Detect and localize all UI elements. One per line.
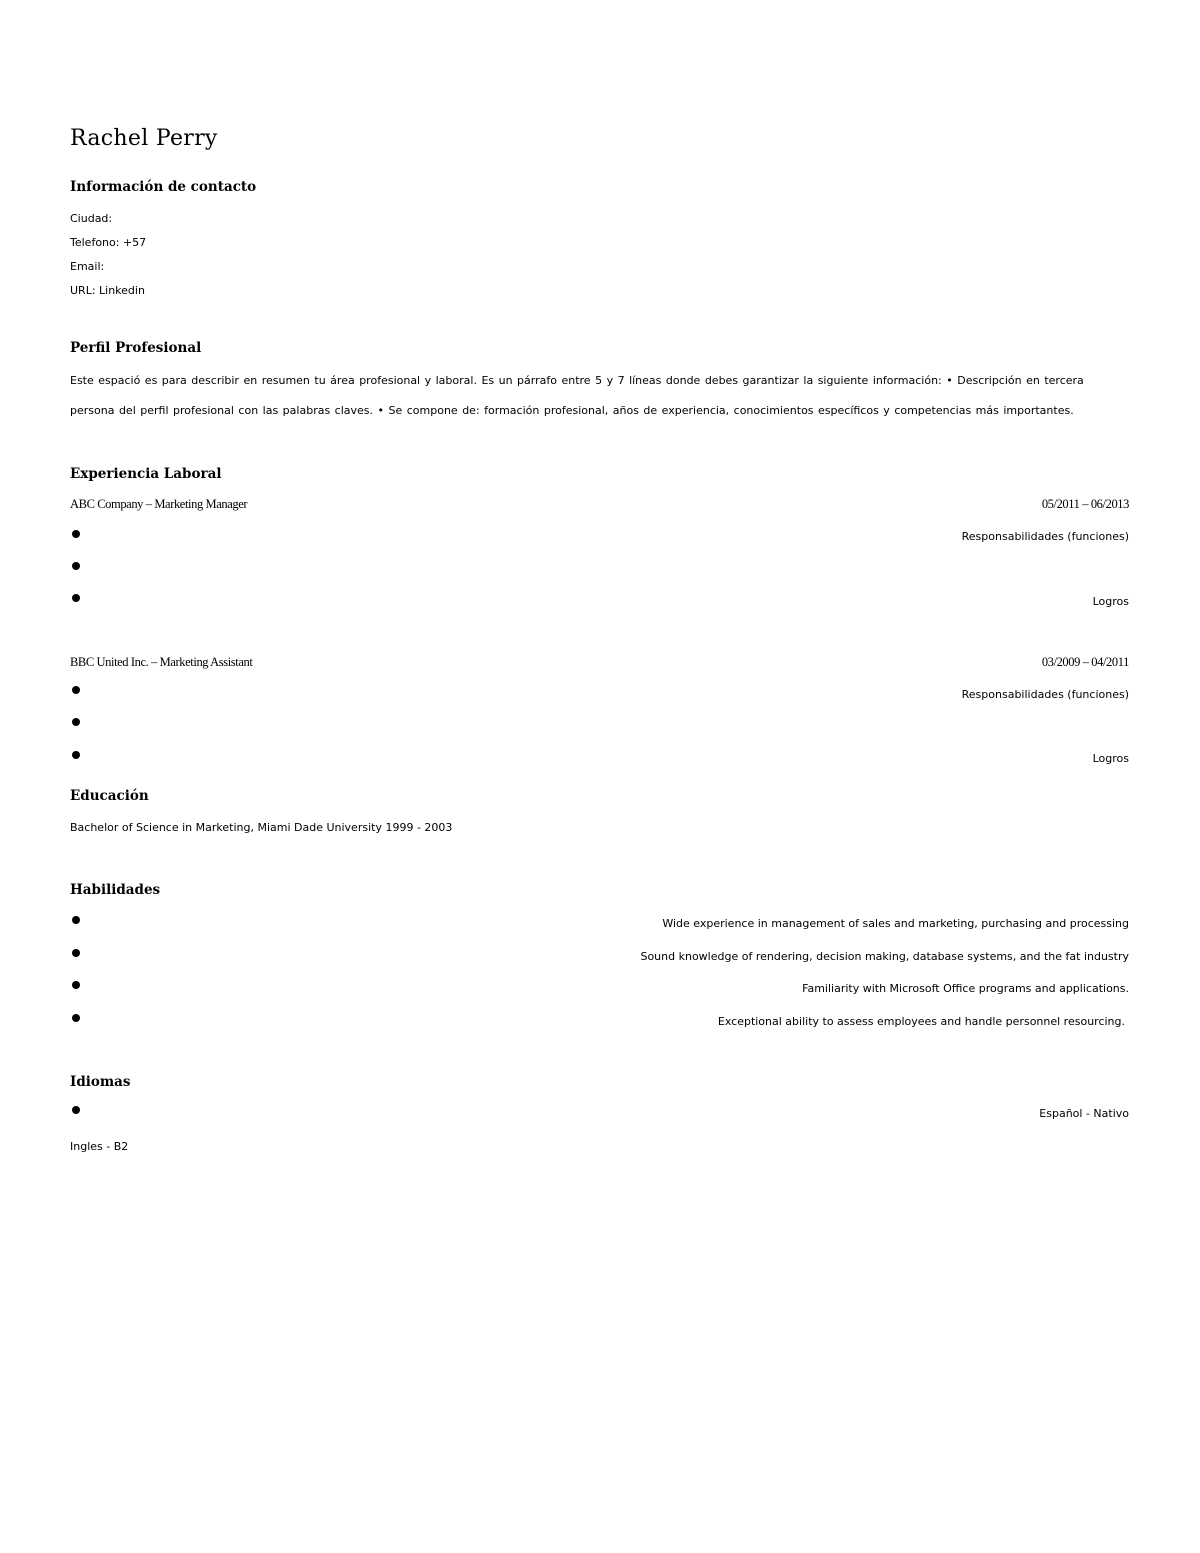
bullet-icon [72,1106,80,1114]
bullet-icon [72,981,80,989]
languages-heading: Idiomas [70,1074,131,1090]
education-entry: Bachelor of Science in Marketing, Miami Dade University 1999 - 2003 [70,821,453,834]
bullet-icon [72,916,80,924]
job-responsibilities: Responsabilidades (funciones) [961,688,1129,701]
contact-heading: Información de contacto [70,179,257,195]
contact-phone: Telefono: +57 [70,236,147,249]
job-title: BBC United Inc. – Marketing Assistant [70,655,253,669]
job-title: ABC Company – Marketing Manager [70,497,248,511]
bullet-icon [72,594,80,602]
job-achievements: Logros [1092,752,1129,765]
contact-city: Ciudad: [70,212,113,225]
bullet-icon [72,751,80,759]
bullet-icon [72,949,80,957]
experience-heading: Experiencia Laboral [70,466,222,482]
language-item: Ingles - B2 [70,1140,129,1153]
bullet-icon [72,562,80,570]
bullet-icon [72,530,80,538]
bullet-icon [72,718,80,726]
profile-paragraph: Este espació es para describir en resumen tu área profesional y laboral. Es un párrafo entre 5 y 7 líneas donde debes garantizar la siguiente información: • Descripción en tercera persona del perfil profesional con las palabras claves. • Se compone de: formación profesional, años de experiencia, conocimientos específicos y competencias más importantes. [70,374,1084,417]
resume-name: Rachel Perry [70,126,218,151]
skill-item: Familiarity with Microsoft Office programs and applications. [802,982,1129,995]
job-responsibilities: Responsabilidades (funciones) [961,530,1129,543]
contact-url: URL: Linkedin [70,284,145,297]
bullet-icon [72,1014,80,1022]
bullet-icon [72,686,80,694]
contact-email: Email: [70,260,105,273]
education-heading: Educación [70,788,149,804]
skills-heading: Habilidades [70,882,161,898]
language-item: Español - Nativo [1039,1107,1129,1120]
skill-item: Exceptional ability to assess employees and handle personnel resourcing. [717,1015,1125,1028]
skill-item: Sound knowledge of rendering, decision making, database systems, and the fat industry [640,950,1129,963]
skill-item: Wide experience in management of sales and marketing, purchasing and processing [662,917,1129,930]
job-dates: 05/2011 – 06/2013 [1041,497,1129,511]
profile-heading: Perfil Profesional [70,340,202,356]
job-achievements: Logros [1092,595,1129,608]
job-dates: 03/2009 – 04/2011 [1041,655,1129,669]
